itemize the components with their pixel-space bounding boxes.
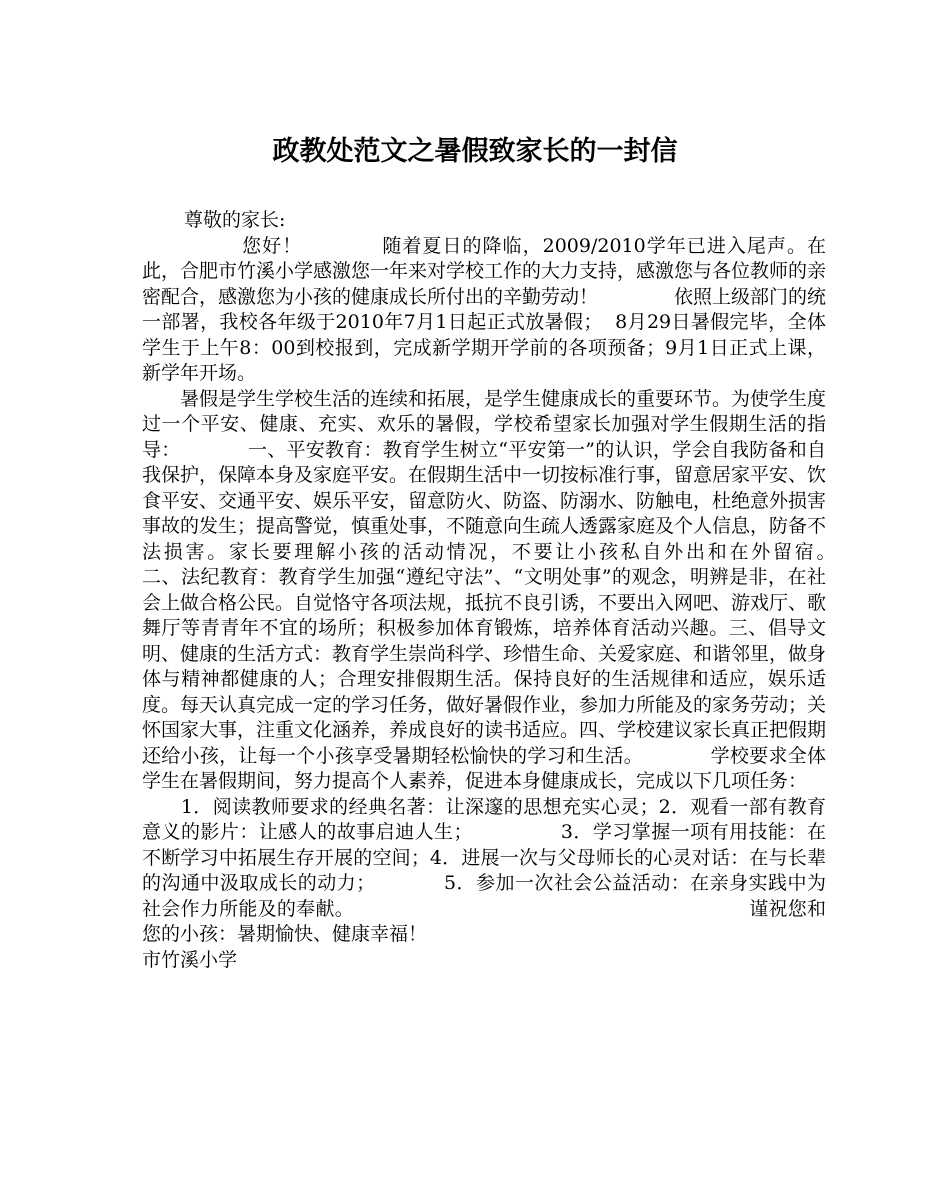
paragraph-tasks: 1．阅读教师要求的经典名著：让深邃的思想充实心灵；2．观看一部有教育意义的影片：让感人的故事启迪人生； 3．学习掌握一项有用技能：在不断学习中拓展生存开展的空间；4．进展一次与父母师长的心灵对话：在与长辈的沟通中汲取成长的动力； 5．参加一次社会公益活动：在亲身实践中为社会作力所能及的奉献。 谨祝您和您的小孩：暑期愉快、健康幸福！ bbox=[142, 795, 826, 945]
document-title: 政教处范文之暑假致家长的一封信 bbox=[272, 136, 678, 167]
signature: 市竹溪小学 bbox=[142, 948, 238, 971]
paragraph-greeting: 您好！ 随着夏日的降临，2009/2010学年已进入尾声。在此，合肥市竹溪小学感激您一年来对学校工作的大力支持，感激您与各位教师的亲密配合，感激您为小孩的健康成长所付出的辛勤劳动！ 依照上级部门的统一部署，我校各年级于2010年7月1日起正式放暑假； 8月29日暑假完毕，全体学生于上午8：00到校报到，完成新学期开学前的各项预备；9月1日正式上课，新学年开场。 bbox=[142, 234, 827, 384]
letter-body bbox=[142, 208, 903, 973]
salutation: 尊敬的家长: bbox=[184, 209, 286, 231]
paragraph-guidance: 暑假是学生学校生活的连续和拓展，是学生健康成长的重要环节。为使学生度过一个平安、健康、充实、欢乐的暑假，学校希望家长加强对学生假期生活的指导： 一、平安教育：教育学生树立“平安第一”的认识，学会自我防备和自我保护，保障本身及家庭平安。在假期生活中一切按标准行事，留意居家平安、饮食平安、交通平安、娱乐平安，留意防火、防盗、防溺水、防触电，杜绝意外损害事故的发生；提高警觉，慎重处事，不随意向生疏人透露家庭及个人信息，防备不法损害。家长要理解小孩的活动情况，不要让小孩私自外出和在外留宿。 二、法纪教育：教育学生加强“遵纪守法”、“文明处事”的观念，明辨是非，在社会上做合格公民。自觉恪守各项法规，抵抗不良引诱，不要出入网吧、游戏厅、歌舞厅等青青年不宜的场所；积极参加体育锻炼，培养体育活动兴趣。三、倡导文明、健康的生活方式：教育学生崇尚科学、珍惜生命、关爱家庭、和谐邻里，做身体与精神都健康的人；合理安排假期生活。保持良好的生活规律和适应，娱乐适度。每天认真完成一定的学习任务，做好暑假作业，参加力所能及的家务劳动；关怀国家大事，注重文化涵养，养成良好的读书适应。四、学校建议家长真正把假期还给小孩，让每一个小孩享受暑期轻松愉快的学习和生活。 学校要求全体学生在暑假期间，努力提高个人素养，促进本身健康成长，完成以下几项任务： bbox=[142, 387, 903, 792]
